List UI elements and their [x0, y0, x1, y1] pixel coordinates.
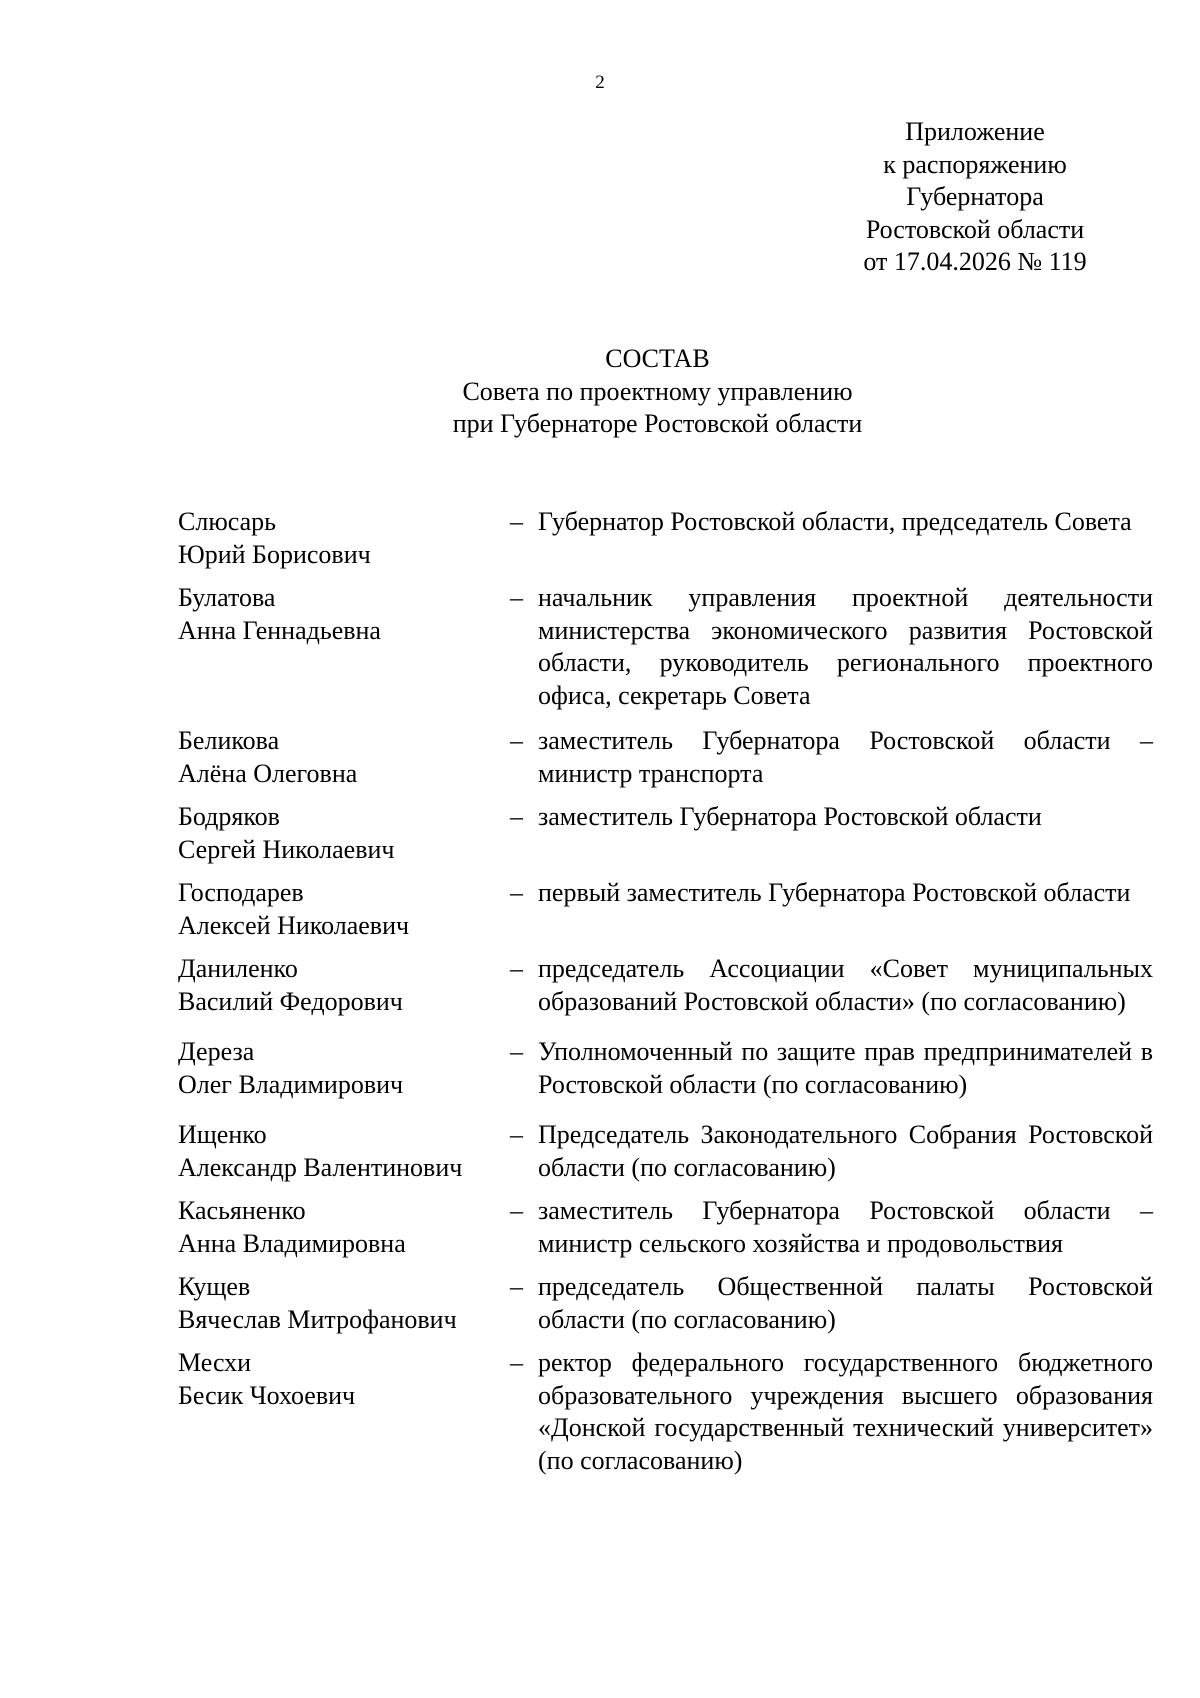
member-role: Председатель Законодательного Собрания Ростовской области (по согласованию)	[538, 1120, 1153, 1182]
member-name	[178, 1119, 510, 1184]
member-row	[178, 725, 1153, 790]
member-given-names: Алёна Олеговна	[178, 758, 358, 788]
appendix-block	[820, 116, 1130, 279]
member-dash: –	[510, 1196, 523, 1225]
member-name	[178, 1271, 510, 1336]
title-heading: СОСТАВ	[605, 344, 710, 373]
member-given-names: Бесик Чохоевич	[178, 1380, 356, 1410]
member-row	[178, 801, 1153, 866]
member-name	[178, 801, 510, 866]
member-row	[178, 1036, 1153, 1101]
document-title	[0, 343, 1200, 441]
member-row	[178, 582, 1153, 712]
member-given-names: Василий Федорович	[178, 986, 403, 1016]
member-row	[178, 1119, 1153, 1184]
member-dash: –	[510, 1348, 523, 1377]
member-dash: –	[510, 1037, 523, 1066]
member-dash: –	[510, 1272, 523, 1301]
member-surname: Господарев	[178, 878, 304, 907]
member-surname: Даниленко	[178, 954, 298, 983]
member-name	[178, 506, 510, 571]
member-role: начальник управления проектной деятельности министерства экономического развития Ростовской области, руководитель регионального проектного офиса, секретарь Совета	[538, 583, 1153, 710]
member-role: первый заместитель Губернатора Ростовской области	[538, 878, 1131, 907]
member-row	[178, 1195, 1153, 1260]
member-surname: Булатова	[178, 583, 276, 612]
member-given-names: Анна Геннадьевна	[178, 615, 381, 645]
title-line: Совета по проектному управлению	[462, 376, 853, 406]
member-row	[178, 1271, 1153, 1336]
member-given-names: Юрий Борисович	[178, 539, 371, 569]
member-surname: Беликова	[178, 726, 280, 755]
member-role: Губернатор Ростовской области, председатель Совета	[538, 507, 1132, 536]
page-number: 2	[595, 72, 605, 93]
member-surname: Дереза	[178, 1037, 255, 1066]
member-role: председатель Общественной палаты Ростовской области (по согласованию)	[538, 1272, 1153, 1334]
member-given-names: Алексей Николаевич	[178, 910, 410, 940]
member-name	[178, 1195, 510, 1260]
appendix-line: Ростовской области	[865, 214, 1085, 244]
member-role: заместитель Губернатора Ростовской области – министр транспорта	[538, 726, 1153, 788]
member-role: председатель Ассоциации «Совет муниципальных образований Ростовской области» (по согласованию)	[538, 954, 1153, 1016]
members-list	[178, 506, 1153, 1477]
member-row	[178, 953, 1153, 1018]
member-dash: –	[510, 878, 523, 907]
member-dash: –	[510, 1120, 523, 1149]
member-role: заместитель Губернатора Ростовской области – министр сельского хозяйства и продовольствия	[538, 1196, 1153, 1258]
member-role: заместитель Губернатора Ростовской области	[538, 802, 1042, 831]
appendix-line: от 17.04.2026 № 119	[863, 247, 1087, 276]
member-given-names: Сергей Николаевич	[178, 834, 395, 864]
member-name	[178, 1347, 510, 1477]
member-dash: –	[510, 954, 523, 983]
member-row	[178, 877, 1153, 942]
member-row	[178, 506, 1153, 571]
member-name	[178, 725, 510, 790]
appendix-line: Приложение	[905, 117, 1045, 146]
member-role: Уполномоченный по защите прав предпринимателей в Ростовской области (по согласованию)	[538, 1037, 1153, 1099]
member-given-names: Александр Валентинович	[178, 1152, 463, 1182]
member-given-names: Олег Владимирович	[178, 1069, 404, 1099]
member-dash: –	[510, 802, 523, 831]
title-line: при Губернаторе Ростовской области	[452, 409, 863, 438]
member-surname: Месхи	[178, 1348, 252, 1377]
member-surname: Кущев	[178, 1272, 251, 1301]
member-dash: –	[510, 726, 523, 755]
member-name	[178, 1036, 510, 1101]
member-surname: Бодряков	[178, 802, 280, 831]
member-dash: –	[510, 507, 523, 536]
member-surname: Ищенко	[178, 1120, 267, 1149]
member-dash: –	[510, 583, 523, 612]
member-role: ректор федерального государственного бюджетного образовательного учреждения высшего образования «Донской государственный технический университет» (по согласованию)	[538, 1348, 1153, 1475]
appendix-line: Губернатора	[906, 182, 1044, 211]
member-surname: Касьяненко	[178, 1196, 306, 1225]
member-name	[178, 953, 510, 1018]
member-name	[178, 877, 510, 942]
member-given-names: Анна Владимировна	[178, 1228, 406, 1258]
member-name	[178, 582, 510, 712]
member-row	[178, 1347, 1153, 1477]
appendix-line: к распоряжению	[883, 149, 1067, 179]
member-surname: Слюсарь	[178, 507, 276, 536]
member-given-names: Вячеслав Митрофанович	[178, 1304, 457, 1334]
